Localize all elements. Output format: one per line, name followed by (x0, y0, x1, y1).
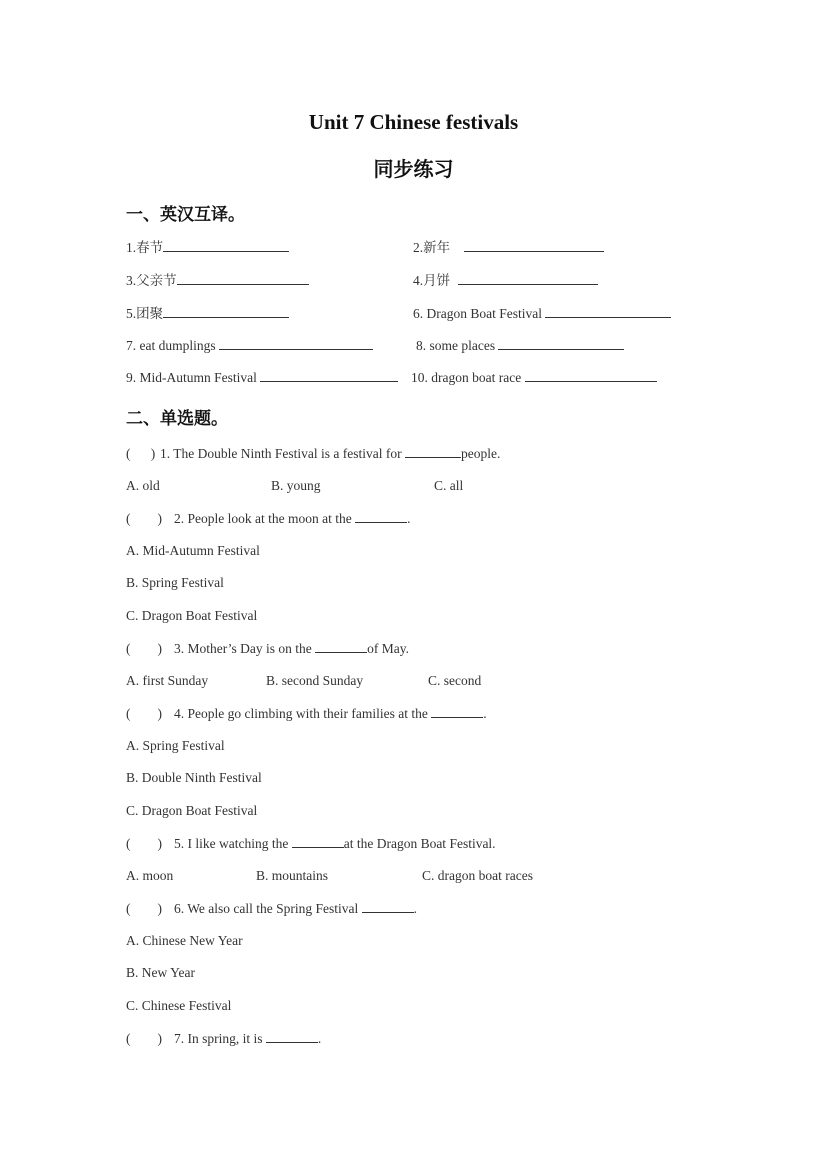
vocab-item-1: 1.春节 (126, 238, 289, 257)
vocab-item-5: 5.团聚 (126, 304, 289, 323)
option-b[interactable]: B. young (271, 478, 321, 493)
option-a[interactable]: A. Chinese New Year (126, 933, 243, 948)
option-c[interactable]: C. Dragon Boat Festival (126, 803, 258, 818)
vocab-item-8: 8. some places (416, 336, 624, 355)
fill-blank (292, 834, 344, 848)
fill-blank (315, 639, 367, 653)
answer-blank[interactable] (163, 304, 289, 318)
answer-blank[interactable] (525, 368, 657, 382)
answer-parens[interactable]: ( ) (126, 901, 162, 916)
fill-blank (355, 509, 407, 523)
option-c[interactable]: C. Dragon Boat Festival (126, 608, 258, 623)
fill-blank (431, 704, 483, 718)
option-a[interactable]: A. Mid-Autumn Festival (126, 543, 260, 558)
option-c[interactable]: C. dragon boat races (422, 868, 533, 883)
answer-blank[interactable] (545, 304, 671, 318)
answer-blank[interactable] (177, 271, 309, 285)
question-5: ( ) 5. I like watching the at the Dragon Boat Festival. (126, 836, 496, 851)
option-a[interactable]: A. moon (126, 868, 174, 883)
option-c[interactable]: C. Chinese Festival (126, 998, 232, 1013)
option-b[interactable]: B. mountains (256, 868, 329, 883)
option-b[interactable]: B. Double Ninth Festival (126, 770, 262, 785)
answer-blank[interactable] (260, 368, 398, 382)
fill-blank (405, 444, 461, 458)
vocab-item-9: 9. Mid-Autumn Festival (126, 368, 398, 387)
answer-blank[interactable] (464, 238, 604, 252)
option-b[interactable]: B. New Year (126, 965, 195, 980)
answer-parens[interactable]: ( ) (126, 446, 156, 461)
answer-parens[interactable]: ( ) (126, 1031, 162, 1046)
option-b[interactable]: B. Spring Festival (126, 575, 224, 590)
answer-blank[interactable] (458, 271, 598, 285)
option-a[interactable]: A. Spring Festival (126, 738, 225, 753)
page-title: Unit 7 Chinese festivals (308, 110, 519, 134)
option-c[interactable]: C. second (428, 673, 482, 688)
vocab-item-6: 6. Dragon Boat Festival (413, 304, 671, 323)
vocab-item-3: 3.父亲节 (126, 271, 309, 290)
answer-parens[interactable]: ( ) (126, 641, 162, 656)
answer-parens[interactable]: ( ) (126, 836, 162, 851)
answer-parens[interactable]: ( ) (126, 706, 162, 721)
option-b[interactable]: B. second Sunday (266, 673, 364, 688)
vocab-item-2: 2.新年 (413, 238, 604, 257)
section1-heading: 一、英汉互译。 (126, 205, 245, 224)
answer-parens[interactable]: ( ) (126, 511, 162, 526)
fill-blank (266, 1029, 318, 1043)
vocab-item-7: 7. eat dumplings (126, 336, 373, 355)
question-7: ( ) 7. In spring, it is . (126, 1031, 322, 1046)
answer-blank[interactable] (498, 336, 624, 350)
option-a[interactable]: A. old (126, 478, 160, 493)
option-a[interactable]: A. first Sunday (126, 673, 209, 688)
vocab-item-10: 10. dragon boat race (411, 368, 657, 387)
answer-blank[interactable] (219, 336, 373, 350)
page-subtitle: 同步练习 (373, 159, 454, 181)
question-4: ( ) 4. People go climbing with their families at the . (126, 706, 487, 721)
question-2: ( ) 2. People look at the moon at the . (126, 511, 411, 526)
question-1: ( ) 1. The Double Ninth Festival is a festival for people. (126, 446, 501, 461)
option-c[interactable]: C. all (434, 478, 464, 493)
question-3: ( ) 3. Mother’s Day is on the of May. (126, 641, 409, 656)
fill-blank (362, 899, 414, 913)
vocab-item-4: 4.月饼 (413, 271, 598, 290)
question-6: ( ) 6. We also call the Spring Festival . (126, 901, 418, 916)
section2-heading: 二、单选题。 (126, 409, 228, 428)
answer-blank[interactable] (163, 238, 289, 252)
